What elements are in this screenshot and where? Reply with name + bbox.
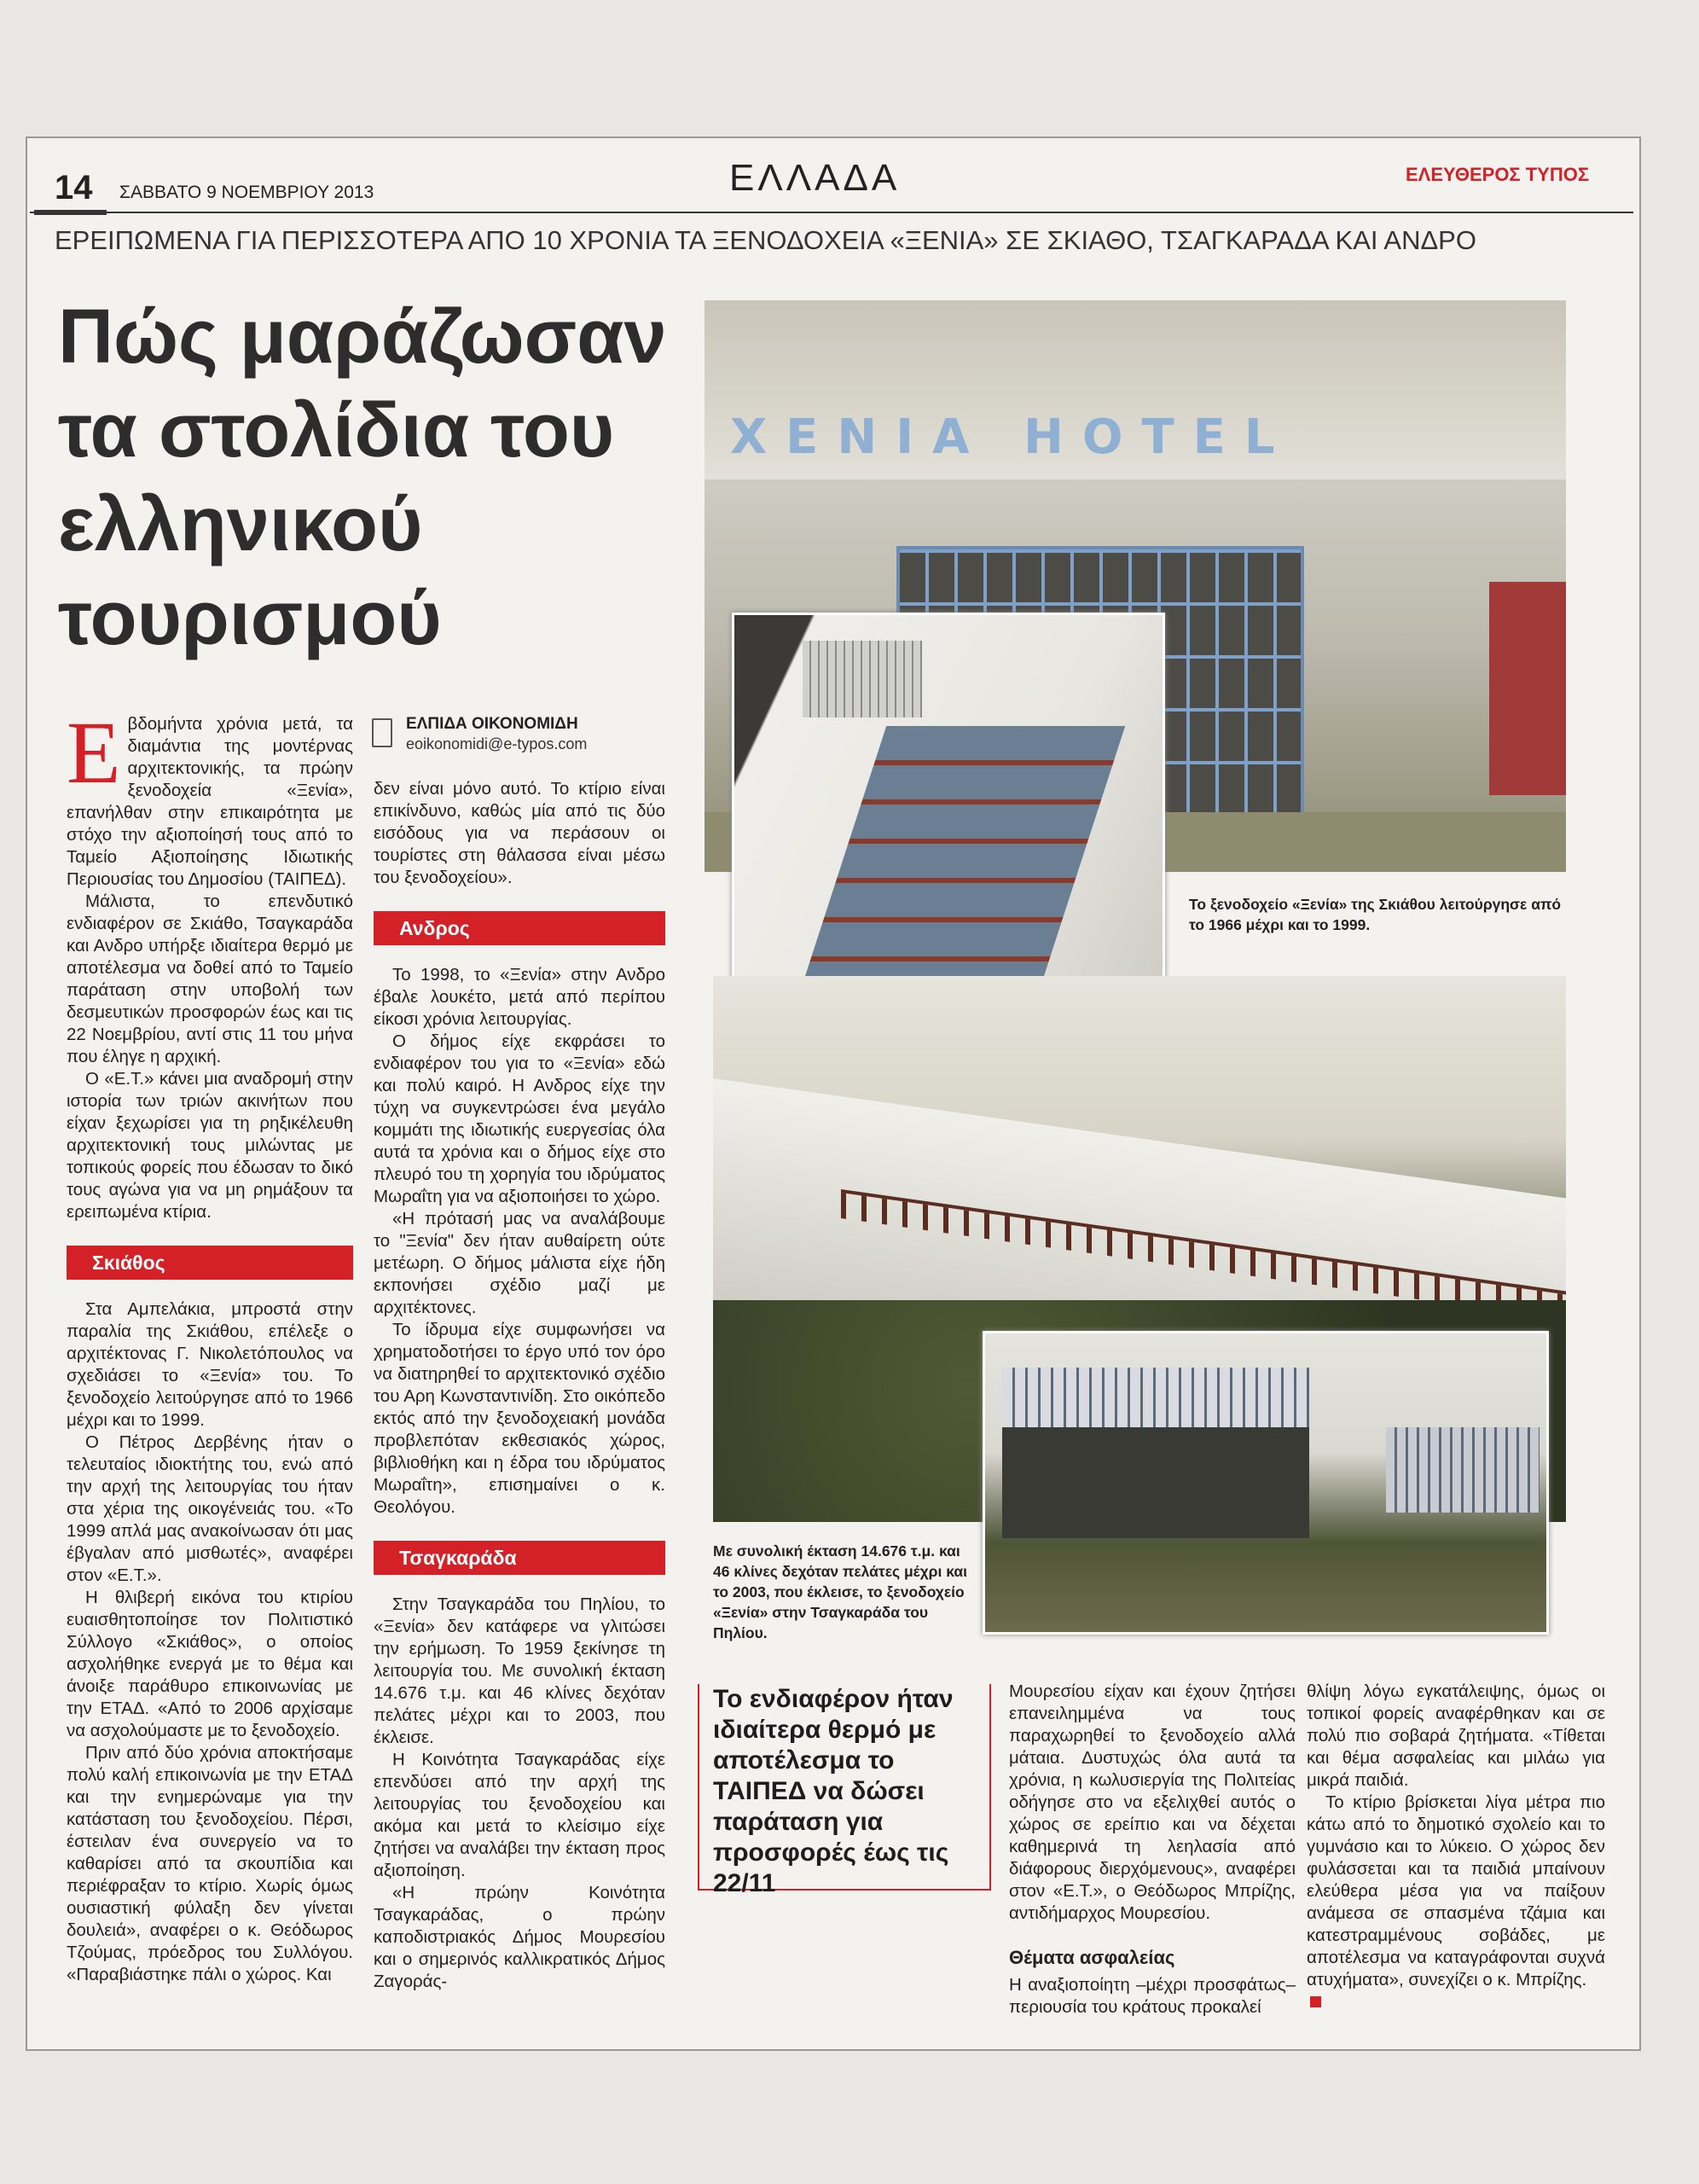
newspaper-name: ΕΛΕΥΘΕΡΟΣ ΤΥΠΟΣ	[1406, 164, 1590, 185]
subhead-safety: Θέματα ασφαλείας	[1009, 1947, 1175, 1968]
section-title: ΕΛΛΑΔΑ	[729, 157, 901, 199]
subhead-skiathos: Σκιάθος	[67, 1246, 353, 1280]
xenia-hotel-sign: XENIA HOTEL	[730, 410, 1294, 465]
caption-tsagkarada: Με συνολική έκταση 14.676 τ.μ. και 46 κλίνες δεχόταν πελάτες μέχρι και το 2003, που έκλεισε, το ξενοδοχείο «Ξενία» στην Τσαγκαράδα του Πηλίου.	[713, 1542, 968, 1641]
paragraph: «Η πρώην Κοινότητα Τσαγκαράδας, ο πρώην καποδιστριακός Δήμος Μουρεσίου και ο σημερινός καλλικρατικός Δήμος Ζαγοράς-	[374, 1883, 665, 1991]
article-column-3	[1009, 1681, 1296, 2018]
front-grille	[1002, 1368, 1309, 1427]
author-name: ΕΛΠΙΔΑ ΟΙΚΟΝΟΜΙΔΗ	[406, 715, 578, 733]
author-email: eoikonomidi@e-typos.com	[406, 735, 588, 752]
caption-skiathos: Το ξενοδοχείο «Ξενία» της Σκιάθου λειτούργησε από το 1966 μέχρι και το 1999.	[1189, 896, 1562, 933]
paragraph: Η Κοινότητα Τσαγκαράδας είχε επενδύσει από την αρχή της λειτουργίας του ξενοδοχείου και ακόμα και μετά το κλείσιμο είχε ζητήσει να αναλάβει την έκταση προς αξιοποίηση.	[374, 1750, 665, 1880]
page-number: 14	[55, 169, 93, 206]
annex	[1386, 1427, 1540, 1513]
photo-building-front	[983, 1331, 1549, 1635]
open-lobby	[1002, 1427, 1309, 1538]
article-column-1	[67, 704, 353, 1986]
drop-cap: Ε	[67, 704, 121, 802]
paragraph: Το ίδρυμα είχε συμφωνήσει να χρηματοδοτήσει το έργο υπό τον όρο να διατηρηθεί το αρχιτεκτονικό σχέδιο του Αρη Κωνσταντινίδη. Στο οικόπεδο εκτός από την ξενοδοχειακή μονάδα προβλεπόταν εκθεσιακός χώρος, βιβλιοθήκη και η έδρα του ιδρύματος Μωραΐτη», επισημαίνει ο κ. Θεολόγου.	[374, 1320, 665, 1517]
paragraph: Ο Πέτρος Δερβένης ήταν ο τελευταίος ιδιοκτήτης του, ενώ από την αρχή της λειτουργίας του ήταν στα χέρια της οικογένειάς του. «Το 1999 απλά μας ανακοίνωσαν ότι μας έβγαλαν από μισθωτές», αναφέρει στον «Ε.Τ.».	[67, 1432, 353, 1585]
paragraph: Μουρεσίου είχαν και έχουν ζητήσει επανειλημμένα να τους παραχωρηθεί το ξενοδοχείο αλλά μάταια. Δυστυχώς όλα αυτά τα χρόνια, η κωλυσιεργία της Πολιτείας οδήγησε στο να εξελιχθεί αυτός ο χώρος σε ερείπιο και να δέχεται καθημερινά τη λεηλασία από διάφορους διερχόμενους», αναφέρει στον «Ε.Τ.», ο Θεόδωρος Μπρίζης, αντιδήμαρχος Μουρεσίου.	[1009, 1682, 1296, 1923]
subhead-andros: Ανδρος	[374, 911, 665, 945]
headline: Πώς μαράζωσαν τα στολίδια του ελληνικού τουρισμού	[58, 294, 667, 661]
article-column-4	[1307, 1681, 1605, 2013]
paragraph: «Η πρότασή μας να αναλάβουμε το "Ξενία" δεν ήταν αυθαίρετη ούτε μετέωρη. Ο δήμος μάλιστα είχε ήδη εκπονήσει σχέδιο μαζί με αρχιτέκτονες.	[374, 1209, 665, 1317]
issue-date: ΣΑΒΒΑΤΟ 9 ΝΟΕΜΒΡΙΟΥ 2013	[119, 183, 374, 202]
paragraph: Η θλιβερή εικόνα του κτιρίου ευαισθητοποίησε τον Πολιτιστικό Σύλλογο «Σκιάθος», ο οποίος ασχολήθηκε ενεργά με το θέμα και άνοιξε παράθυρο επικοινωνίας με την ΕΤΑΔ. «Από το 2006 αρχίσαμε να ασχολούμαστε με το ξενοδοχείο.	[67, 1588, 353, 1740]
paragraph: Πριν από δύο χρόνια αποκτήσαμε πολύ καλή επικοινωνία με την ΕΤΑΔ και την ενημερώναμε για την κατάσταση του ξενοδοχείου. Πέρσι, έστειλαν ένα συνεργείο να το καθαρίσει από τα σκουπίδια και περιέφραξαν το κτίριο. Χωρίς όμως ουσιαστική φύλαξη δεν γίνεται δουλειά», αναφέρει ο κ. Θεόδωρος Τζούμας, πρόεδρος του Συλλόγου. «Παραβιάστηκε πάλι ο χώρος. Και	[67, 1743, 353, 1984]
subhead-tsagkarada: Τσαγκαράδα	[374, 1541, 665, 1575]
kicker: ΕΡΕΙΠΩΜΕΝΑ ΓΙΑ ΠΕΡΙΣΣΟΤΕΡΑ ΑΠΟ 10 ΧΡΟΝΙΑ ΤΑ ΞΕΝΟΔΟΧΕΙΑ «ΞΕΝΙΑ» ΣΕ ΣΚΙΑΘΟ, ΤΣΑΓΚΑΡΑΔΑ ΚΑΙ ΑΝΔΡΟ	[55, 225, 1476, 255]
paragraph: Το 1998, το «Ξενία» στην Ανδρο έβαλε λουκέτο, μετά από περίπου είκοσι χρόνια λειτουργίας.	[374, 965, 665, 1029]
paragraph: θλίψη λόγω εγκατάλειψης, όμως οι τοπικοί φορείς αναφέρθηκαν και σε πολύ πιο σοβαρά ζητήματα. «Τίθεται και θέμα ασφαλείας και μιλάω για μικρά παιδιά.	[1307, 1682, 1605, 1790]
paragraph: δεν είναι μόνο αυτό. Το κτίριο είναι επικίνδυνο, καθώς μία από τις δύο εισόδους για να περάσουν οι τουρίστες στη θάλασσα είναι μέσω του ξενοδοχείου».	[374, 779, 665, 887]
paragraph: Ο δήμος είχε εκφράσει το ενδιαφέρον του για το «Ξενία» εδώ και πολύ καιρό. Η Ανδρος είχε την τύχη να συγκεντρώσει ένα μεγάλο κομμάτι της ιδιωτικής ευεργεσίας όλα αυτά τα χρόνια και ο δήμος είχε στο πλευρό του τη χορηγία του ιδρύματος Μωραΐτη για να αξιοποιήσει το χώρο.	[374, 1031, 665, 1206]
pen-icon	[372, 718, 392, 747]
paragraph: Ο «Ε.Τ.» κάνει μια αναδρομή στην ιστορία των τριών ακινήτων που είχαν ξεχωρίσει για τη ρηξικέλευθη αρχιτεκτονική τους μιλώντας με τοπικούς φορείς που έδωσαν το δικό τους αγώνα για να μη ρημάξουν τα ερειπωμένα κτίρια.	[67, 1069, 353, 1222]
paragraph: Στα Αμπελάκια, μπροστά στην παραλία της Σκιάθου, επέλεξε ο αρχιτέκτονας Γ. Νικολετόπουλος να σχεδιάσει το «Ξενία» του. Το ξενοδοχείο λειτούργησε από το 1966 μέχρι και το 1999.	[67, 1299, 353, 1430]
header-rule	[30, 212, 1633, 213]
pullquote: Το ενδιαφέρον ήταν ιδιαίτερα θερμό με αποτέλεσμα το ΤΑΙΠΕΔ να δώσει παράταση για προσφορές έως τις 22/11	[713, 1685, 954, 1897]
end-mark	[1310, 1996, 1321, 2007]
article-column-2	[374, 778, 665, 1993]
paragraph: Το κτίριο βρίσκεται λίγα μέτρα πιο κάτω από το δημοτικό σχολείο και το γυμνάσιο και το λύκειο. Ο χώρος δεν φυλάσσεται και τα παιδιά μπαίνουν ελεύθερα μέσα για να παίξουν ανάμεσα σε σπασμένα τζάμια και κατεστραμμένους σοβάδες, με αποτέλεσμα να καταγράφονται συχνά ατυχήματα», συνεχίζει ο κ. Μπρίζης.	[1307, 1792, 1605, 1989]
paragraph: Μάλιστα, το επενδυτικό ενδιαφέρον σε Σκιάθο, Τσαγκαράδα και Ανδρο υπήρξε ιδιαίτερα θερμό με αποτέλεσμα να δοθεί από το Ταμείο παράταση στην υποβολή των δεσμευτικών προσφορών έως και τις 22 Νοεμβρίου, αντί στις 11 του μήνα που έληγε η αρχική.	[67, 892, 353, 1066]
paragraph: Η αναξιοποίητη –μέχρι προσφάτως– περιουσία του κράτους προκαλεί	[1009, 1975, 1296, 2017]
paragraph: βδομήντα χρόνια μετά, τα διαμάντια της μοντέρνας αρχιτεκτονικής, τα πρώην ξενοδοχεία «Ξενία», επανήλθαν στην επικαιρότητα με στόχο την αξιοποίησή τους από το Ταμείο Αξιοποίησης Ιδιωτικής Περιουσίας του Δημοσίου (ΤΑΙΠΕΔ).	[67, 714, 353, 889]
red-wall	[1489, 582, 1566, 795]
window	[803, 641, 922, 717]
paragraph: Στην Τσαγκαράδα του Πηλίου, το «Ξενία» δεν κατάφερε να γλιτώσει την ερήμωση. Το 1959 ξεκίνησε τη λειτουργία του. Με συνολική έκταση 14.676 τ.μ. και 46 κλίνες δεχόταν πελάτες μέχρι και το 2003, που έκλεισε.	[374, 1594, 665, 1747]
